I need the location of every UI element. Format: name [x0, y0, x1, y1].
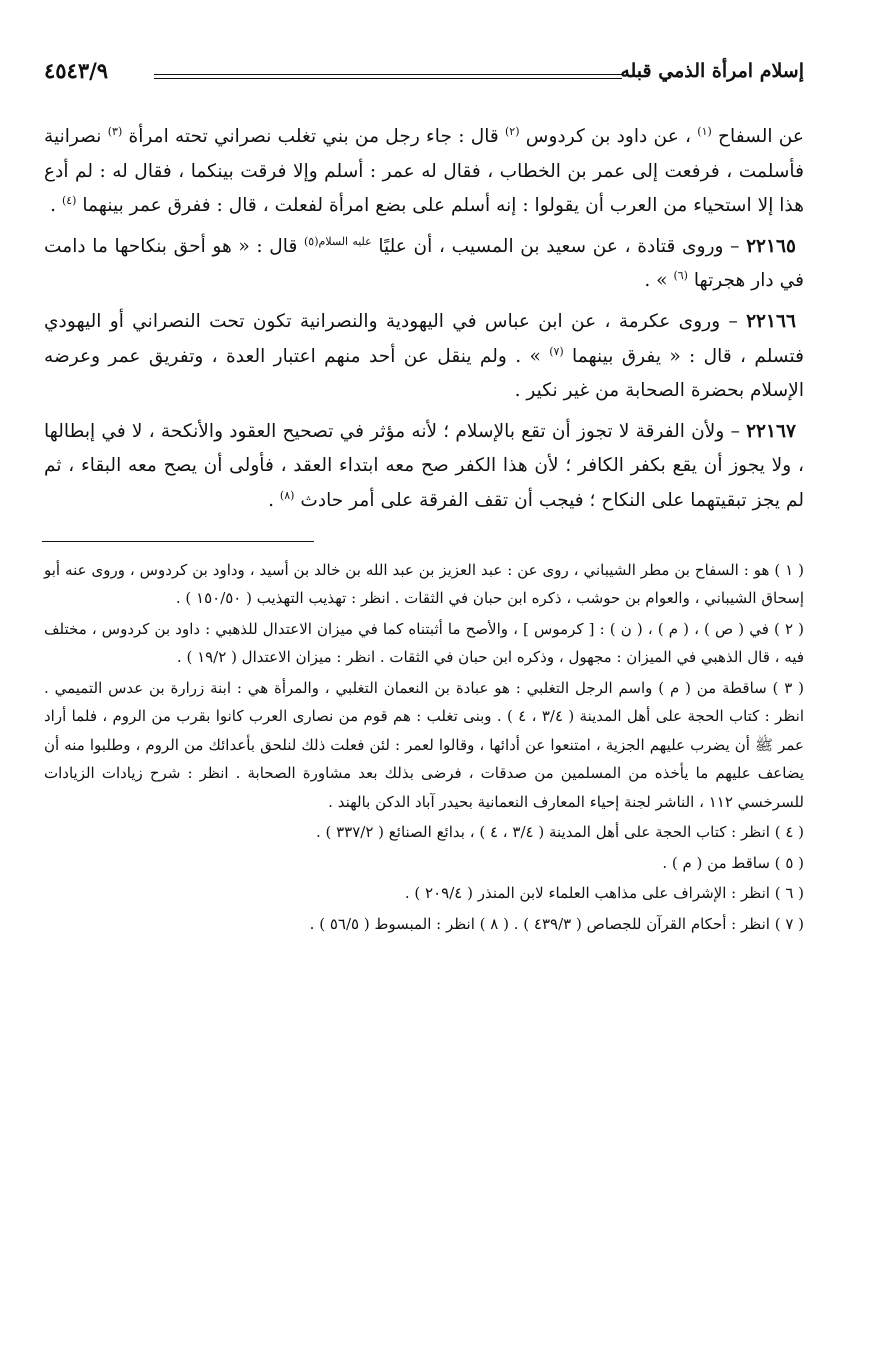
- page-header: [44, 54, 804, 94]
- text-run: – ولأن الفرقة لا تجوز أن تقع بالإسلام ؛ لأنه مؤثر في تصحيح العقود والأنكحة ، لا في إبطالها ، ولا يجوز أن يقع بكفر الكافر ؛ لأن هذا الكفر صح معه ابتداء العقد ، فأولى أن يصح معه البقاء ، ثم لم يجز تبقيتهما على النكاح ؛ فيجب أن تقف الفرقة على أمر حادث: [44, 420, 804, 511]
- paragraph-22166: [44, 305, 804, 409]
- text-run: قال : « هو أحق بنكاحها ما دامت في دار هجرتها: [44, 235, 804, 292]
- footnote-ref: (١): [697, 125, 712, 138]
- footnote-5: ( ٥ ) ساقط من ( م ) .: [662, 853, 804, 872]
- footnote-3: ( ٣ ) ساقطة من ( م ) واسم الرجل التغلبي : هو عبادة بن النعمان التغلبي ، والمرأة هي : ابنة زرارة بن عدس التميمي . انظر : كتاب الحجة على أهل المدينة ( ٣/٤ ، ٤ ) . وبنى تغلب : هم قوم من نصارى العرب كانوا بقرب من الروم ، فلما أراد عمر ﷺ أن يضرب عليهم الجزية ، امتنعوا عن أدائها ، وقالوا لعمر : لئن فعلت ذلك لنلحق بأعدائك من الروم ، وطلبوا منه أن يضاعف عليهم ما يأخذه من المسلمين من صدقات ، فرضى بذلك بعد مشاورة الصحابة . انظر : شرح زيادات الزيادات للسرخسي ١١٢ ، الناشر لجنة إحياء المعارف النعمانية بحيدر آباد الدكن بالهند .: [44, 678, 805, 811]
- paragraph-22167: [44, 415, 804, 519]
- paragraph-number: ٢٢١٦٦: [746, 310, 796, 332]
- text-run: قال : جاء رجل من بني تغلب نصراني تحته امرأة: [122, 126, 505, 147]
- footnote-separator: [42, 541, 314, 542]
- paragraph-22165: [44, 230, 804, 299]
- footnote-1: ( ١ ) هو : السفاح بن مطر الشيباني ، روى عن : عبد العزيز بن عبد الله بن خالد بن أسيد ، وداود بن كردوس ، وروى عنه أبو إسحاق الشيباني ، والعوام بن حوشب ، ذكره ابن حبان في الثقات . انظر : تهذيب التهذيب ( ١٥٠/٥٠ ) .: [44, 560, 804, 608]
- footnote-ref: (٤): [61, 194, 77, 208]
- text-run: .: [50, 195, 62, 217]
- text-run: .: [268, 489, 280, 511]
- header-double-rule: [154, 74, 622, 79]
- footnote-2: ( ٢ ) في ( ص ) ، ( م ) ، ( ن ) : [ كرموس ] ، والأصح ما أثبتناه كما في ميزان الاعتدال للذهبي : داود بن كردوس ، مختلف فيه ، قال الذهبي في الميزان : مجهول ، وذكره ابن حبان في الثقات . انظر : ميزان الاعتدال ( ١٩/٢ ) .: [44, 619, 804, 667]
- paragraph-1: [44, 120, 804, 224]
- footnote-ref: (٥): [304, 234, 319, 248]
- page-number: ٤٥٤٣/٩: [44, 58, 109, 83]
- footnote-ref: (٢): [505, 125, 520, 138]
- footnote-ref: (٧): [549, 344, 564, 358]
- document-page: [44, 54, 804, 940]
- main-text: [44, 120, 804, 519]
- text-run: نصرانية فأسلمت ، فرفعت إلى عمر بن الخطاب ، فقال له عمر : أسلم وإلا فرقت بينكما ، فقال له : لم أدع هذا إلا استحياء من العرب أن يقولوا : إنه أسلم على بضع امرأة لفعلت ، قال : ففرق عمر بينهما: [44, 126, 804, 217]
- footnote-4: ( ٤ ) انظر : كتاب الحجة على أهل المدينة ( ٣/٤ ، ٤ ) ، بدائع الصنائع ( ٣٣٧/٢ ) .: [315, 823, 804, 842]
- paragraph-number: ٢٢١٦٧: [746, 420, 796, 442]
- footnote-ref: (٨): [279, 488, 295, 502]
- text-run: – وروى عكرمة ، عن ابن عباس في اليهودية والنصرانية تكون تحت النصراني أو اليهودي فتسلم ، قال : « يفرق بينهما: [44, 310, 804, 367]
- text-run: » .: [644, 270, 674, 292]
- text-run: – وروى قتادة ، عن سعيد بن المسيب ، أن عليًا: [371, 235, 747, 257]
- paragraph-number: ٢٢١٦٥: [746, 235, 796, 257]
- text-run: عن السفاح: [711, 126, 805, 147]
- honorific-ligature: عليه السلام: [318, 234, 372, 248]
- footnotes: [44, 556, 804, 939]
- footnote-ref: (٦): [673, 269, 688, 283]
- text-run: ، عن داود بن كردوس: [519, 126, 698, 147]
- text-run: » . ولم ينقل عن أحد منهم اعتبار العدة ، وتفريق عمر وعرضه الإسلام بحضرة الصحابة من غير نكير .: [44, 345, 804, 402]
- footnote-6: ( ٦ ) انظر : الإشراف على مذاهب العلماء لابن المنذر ( ٢٠٩/٤ ) .: [404, 884, 804, 903]
- running-title: إسلام امرأة الذمي قبله: [620, 60, 804, 82]
- footnote-7-8: ( ٧ ) انظر : أحكام القرآن للجصاص ( ٤٣٩/٣ ) . ( ٨ ) انظر : المبسوط ( ٥٦/٥ ) .: [309, 914, 804, 933]
- footnote-ref: (٣): [107, 125, 123, 138]
